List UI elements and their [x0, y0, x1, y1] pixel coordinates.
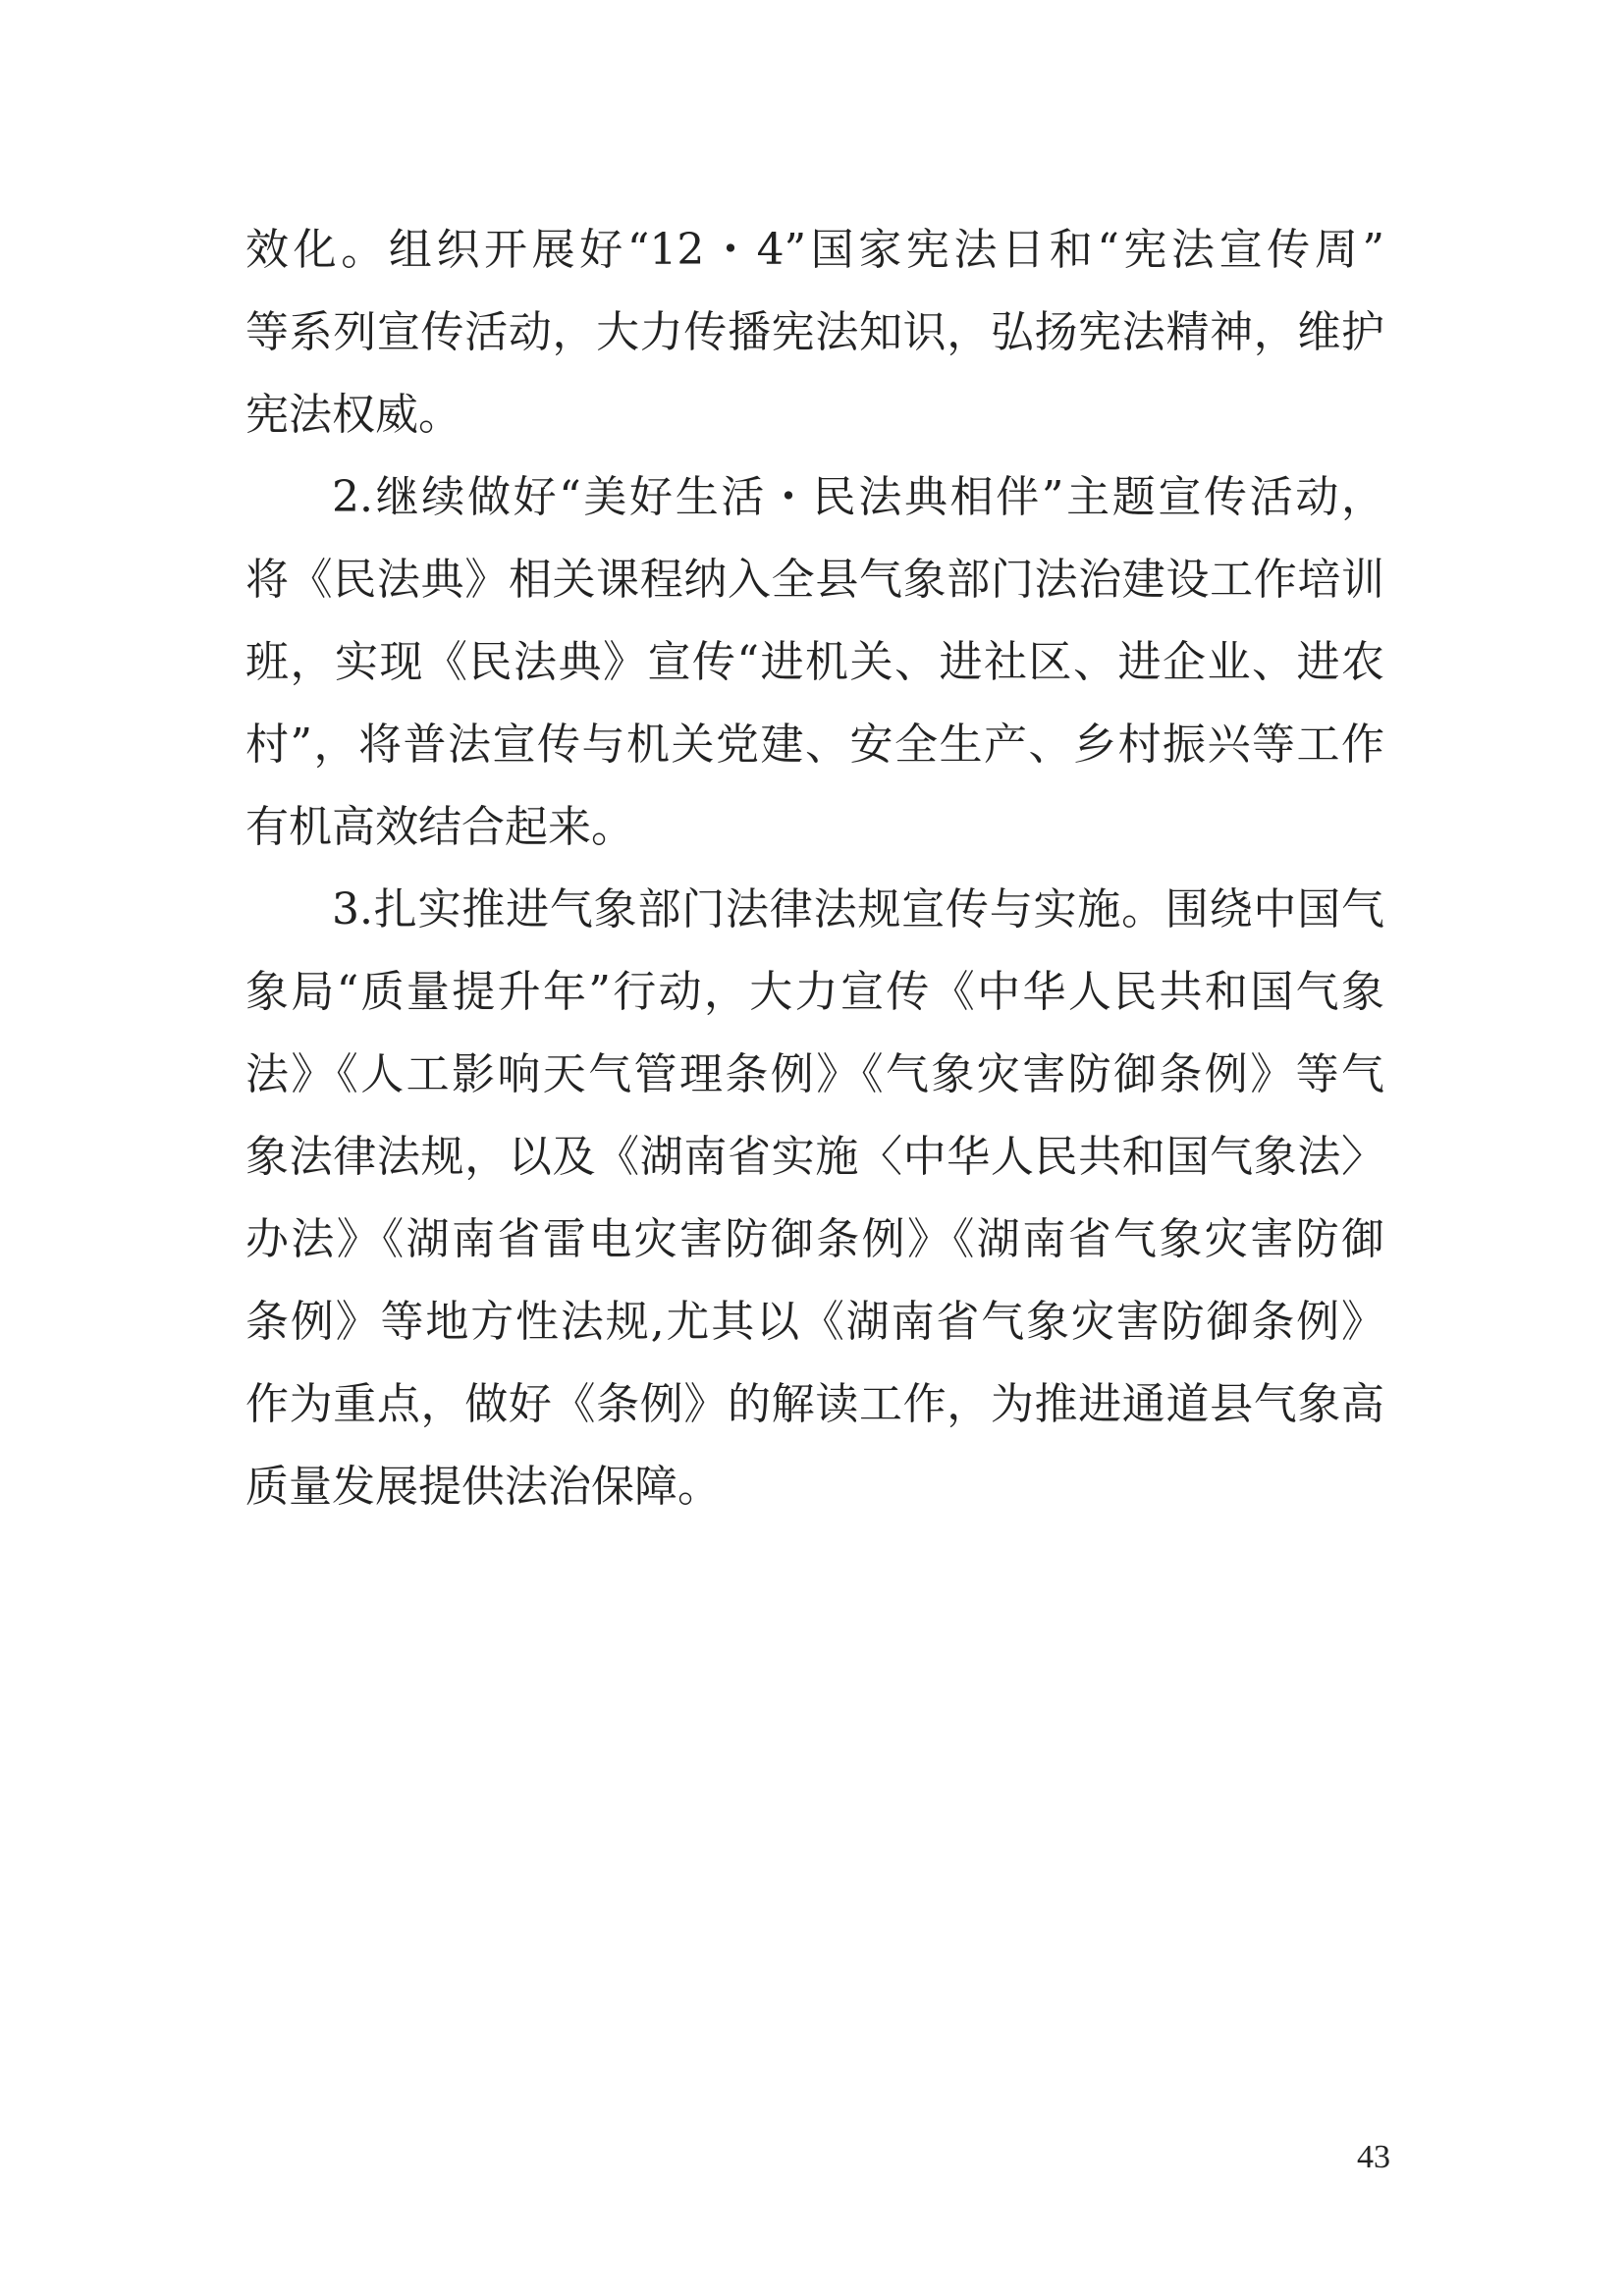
- page-number: 43: [1357, 2139, 1390, 2175]
- text-line: 班，实现《民法典》宣传“进机关、进社区、进企业、进农: [245, 637, 1384, 687]
- text-line: 将《民法典》相关课程纳入全县气象部门法治建设工作培训: [245, 555, 1384, 605]
- text-line: 3.扎实推进气象部门法律法规宣传与实施。围绕中国气: [332, 884, 1384, 934]
- text-line: 等系列宣传活动，大力传播宪法知识，弘扬宪法精神，维护: [245, 307, 1384, 357]
- text-line: 法》《人工影响天气管理条例》《气象灾害防御条例》等气: [245, 1049, 1384, 1099]
- text-line: 村”，将普法宣传与机关党建、安全生产、乡村振兴等工作: [245, 720, 1384, 770]
- text-line: 作为重点，做好《条例》的解读工作，为推进通道县气象高: [245, 1379, 1384, 1429]
- text-line: 象局“质量提升年”行动，大力宣传《中华人民共和国气象: [245, 967, 1384, 1017]
- text-line: 条例》等地方性法规,尤其以《湖南省气象灾害防御条例》: [245, 1297, 1384, 1347]
- text-line: 2.继续做好“美好生活・民法典相伴”主题宣传活动，: [332, 472, 1384, 522]
- text-line: 质量发展提供法治保障。: [245, 1462, 721, 1512]
- text-line: 宪法权威。: [245, 390, 461, 440]
- text-line: 象法律法规，以及《湖南省实施〈中华人民共和国气象法〉: [245, 1132, 1384, 1182]
- text-line: 有机高效结合起来。: [245, 802, 634, 852]
- text-line: 效化。组织开展好“12・4”国家宪法日和“宪法宣传周”: [245, 225, 1384, 275]
- text-line: 办法》《湖南省雷电灾害防御条例》《湖南省气象灾害防御: [245, 1214, 1384, 1264]
